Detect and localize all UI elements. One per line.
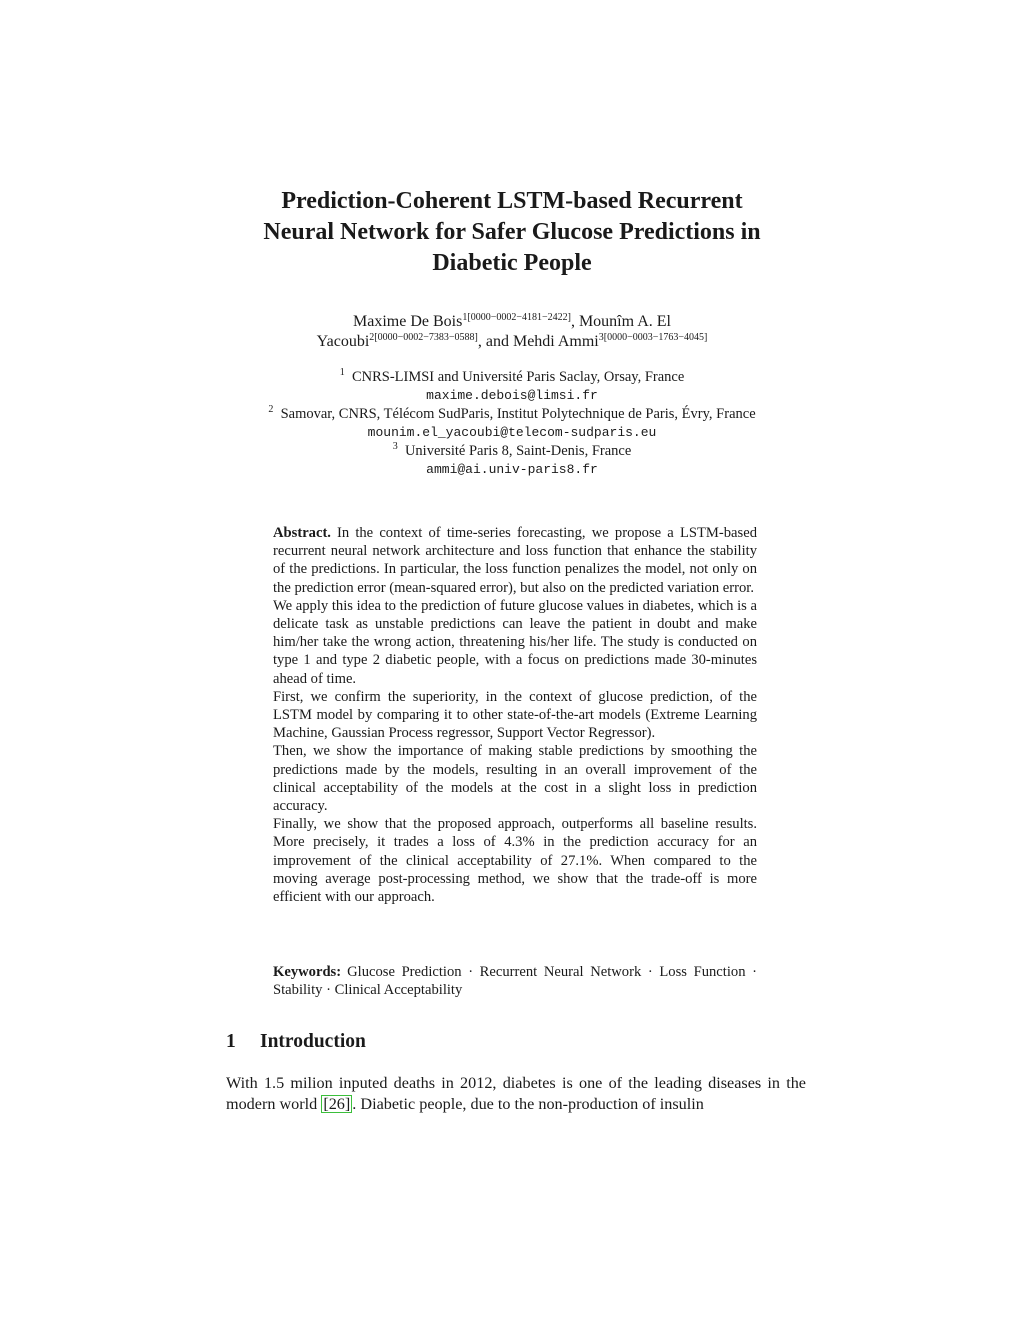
author-orcid: 1[0000−0002−4181−2422] xyxy=(462,312,571,323)
author-name: Yacoubi xyxy=(316,333,370,350)
affiliation-number: 1 xyxy=(339,367,345,378)
author-separator: , and Mehdi Ammi xyxy=(477,333,599,350)
affiliation-text: Samovar, CNRS, Télécom SudParis, Institut Polytechnique de Paris, Évry, France xyxy=(280,406,756,422)
affiliation-email[interactable]: ammi@ai.univ-paris8.fr xyxy=(426,461,598,477)
affiliations xyxy=(180,368,844,479)
author-orcid: 2[0000−0002−7383−0588] xyxy=(369,332,478,343)
intro-text: . Diabetic people, due to the non-production of insulin xyxy=(352,1094,704,1113)
title-line: Diabetic People xyxy=(432,250,592,276)
affiliation-text: Université Paris 8, Saint-Denis, France xyxy=(404,443,632,459)
affiliation-line xyxy=(180,442,844,461)
abstract-label: Abstract. xyxy=(273,525,331,541)
affiliation-email[interactable]: mounim.el_yacoubi@telecom-sudparis.eu xyxy=(367,424,657,440)
title-line: Neural Network for Safer Glucose Predictions in xyxy=(263,219,761,245)
keywords-label: Keywords: xyxy=(273,964,342,980)
abstract-paragraph: Then, we show the importance of making stable predictions by smoothing the predictions made by the models, resulting in an overall improvement of the clinical acceptability of the models at the cost in a slight loss in prediction accuracy. xyxy=(273,743,757,815)
keywords xyxy=(273,963,757,999)
author-orcid: 3[0000−0003−1763−4045] xyxy=(598,332,708,343)
abstract-text: In the context of time-series forecasting, we propose a LSTM-based recurrent neural network architecture and loss function that enhance the stability of the predictions. In particular, the loss function penalizes the model, not only on the prediction error (mean-squared error), but also on the predicted variation error. xyxy=(273,525,757,596)
section-title: Introduction xyxy=(260,1031,366,1052)
author-list xyxy=(220,312,804,352)
abstract-paragraph xyxy=(273,524,757,597)
affiliation-number: 2 xyxy=(268,404,274,415)
abstract-paragraph: We apply this idea to the prediction of future glucose values in diabetes, which is a delicate task as unstable predictions can leave the patient in doubt and make him/her take the wrong action, threatening his/her life. The study is conducted on type 1 and type 2 diabetic people, with a focus on predictions made 30-minutes ahead of time. xyxy=(273,597,757,687)
paper-title xyxy=(200,186,824,279)
abstract-paragraph: First, we confirm the superiority, in the context of glucose prediction, of the LSTM model by comparing it to other state-of-the-art models (Extreme Learning Machine, Gaussian Process regressor, Support Vector Regressor). xyxy=(273,688,757,742)
author-separator: , Mounîm A. El xyxy=(570,313,671,330)
keywords-text: Glucose Prediction · Recurrent Neural Network · Loss Function · Stability · Clinical Acceptability xyxy=(273,964,757,999)
abstract-paragraph: Finally, we show that the proposed approach, outperforms all baseline results. More precisely, it trades a loss of 4.3% in the prediction accuracy for an improvement of the clinical acceptability of 27.1%. When compared to the moving average post-processing method, we show that the trade-off is more efficient with our approach. xyxy=(273,816,757,906)
citation-link[interactable]: [26] xyxy=(323,1094,351,1113)
intro-paragraph xyxy=(226,1073,806,1114)
affiliation-email[interactable]: maxime.debois@limsi.fr xyxy=(426,387,598,403)
section-number: 1 xyxy=(226,1031,236,1052)
author-line xyxy=(220,312,804,332)
affiliation-line xyxy=(180,368,844,387)
title-line: Prediction-Coherent LSTM-based Recurrent xyxy=(281,188,743,214)
affiliation-number: 3 xyxy=(392,441,398,452)
author-name: Maxime De Bois xyxy=(353,313,463,330)
author-line xyxy=(220,332,804,352)
affiliation-text: CNRS-LIMSI and Université Paris Saclay, Orsay, France xyxy=(351,369,685,385)
affiliation-line xyxy=(180,405,844,424)
section-heading xyxy=(226,1031,366,1053)
intro-text: With 1.5 milion inputed deaths in 2012, diabetes is one of the leading diseases in the modern world xyxy=(226,1074,806,1113)
abstract xyxy=(273,524,757,906)
